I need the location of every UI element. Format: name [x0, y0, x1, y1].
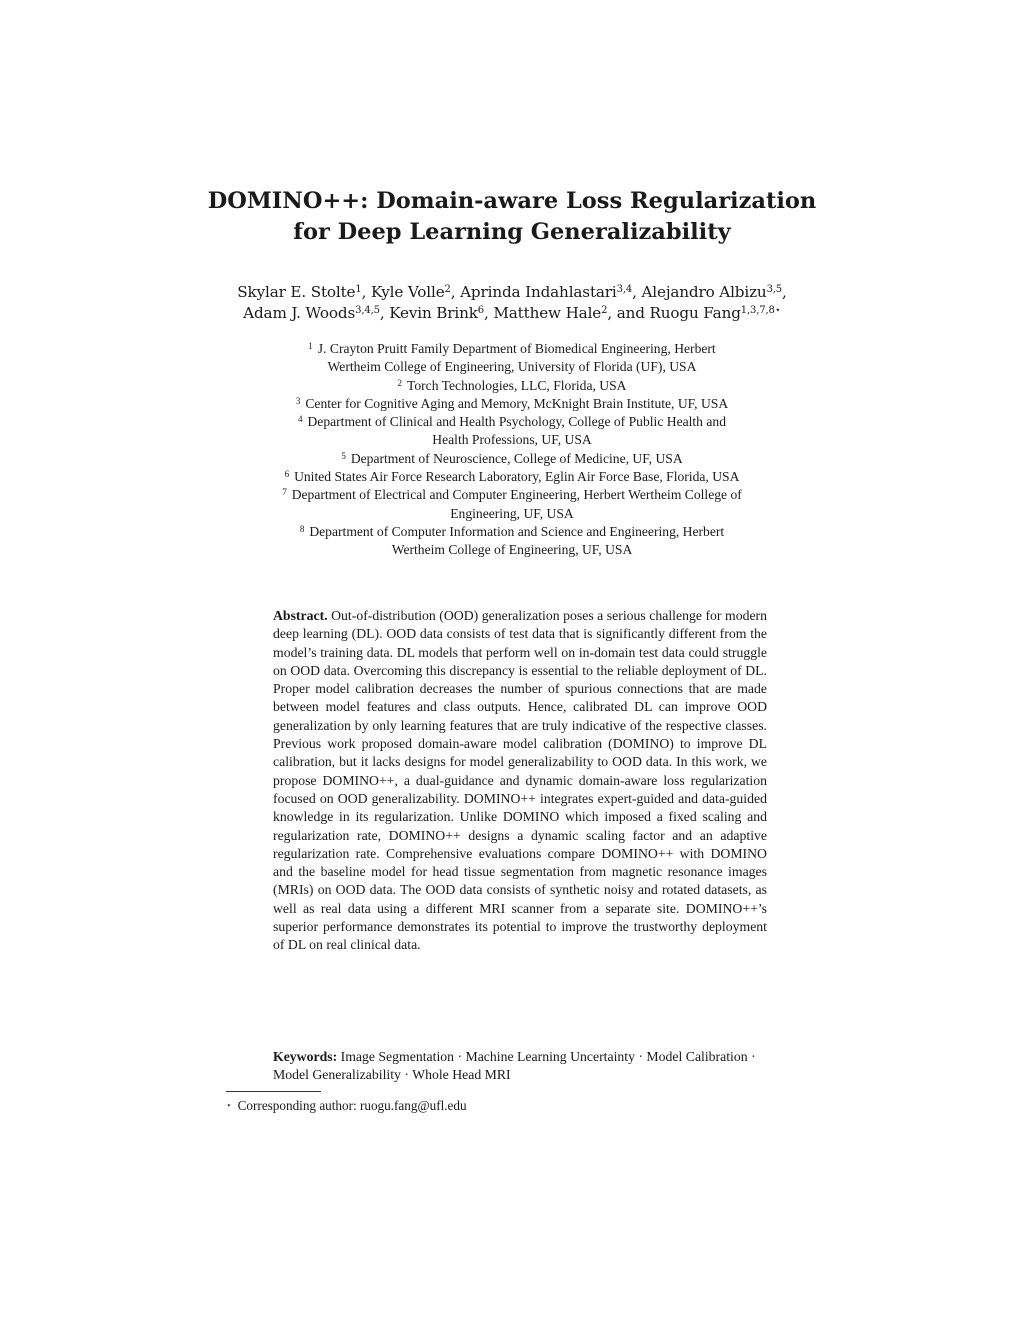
affiliation-line	[200, 523, 824, 541]
author-name: Kyle Volle	[370, 283, 445, 301]
author-name: Skylar E. Stolte	[237, 283, 356, 301]
affiliation-line	[200, 541, 824, 559]
affiliation-number: 2	[397, 377, 402, 388]
author-separator: ,	[632, 283, 642, 301]
affiliation-text: Department of Clinical and Health Psychology, College of Public Health and	[307, 414, 727, 430]
author-separator: ,	[782, 283, 787, 301]
affiliation-8	[200, 523, 824, 560]
affiliation-6	[200, 468, 824, 486]
affiliation-text: Center for Cognitive Aging and Memory, McKnight Brain Institute, UF, USA	[305, 395, 729, 411]
affiliation-number: 6	[284, 469, 290, 480]
footnote-rule	[226, 1091, 321, 1092]
author-affiliation-sup: 3,4	[616, 284, 633, 295]
affiliation-line	[200, 505, 824, 523]
author-separator: , and	[607, 304, 650, 322]
keywords-label: Keywords:	[273, 1049, 338, 1064]
author-separator: ,	[450, 283, 461, 301]
affiliation-text: United States Air Force Research Laboratory, Eglin Air Force Base, Florida, USA	[294, 469, 740, 485]
author-affiliation-sup: 1,3,7,8⋆	[740, 305, 781, 316]
author-name: Adam J. Woods	[243, 304, 356, 322]
abstract-label: Abstract.	[273, 608, 328, 623]
affiliation-line	[200, 468, 824, 486]
footnote-text: Corresponding author: ruogu.fang@ufl.edu	[237, 1098, 467, 1113]
author-line	[210, 282, 814, 303]
affiliation-text: Wertheim College of Engineering, UF, USA	[391, 542, 633, 558]
author-affiliation-sup: 2	[444, 284, 451, 295]
affiliation-number: 7	[282, 487, 287, 498]
author-line	[210, 303, 814, 324]
affiliation-text: Engineering, UF, USA	[450, 505, 574, 521]
author-name: Alejandro Albizu	[641, 283, 767, 301]
affiliation-7	[200, 486, 824, 523]
author-affiliation-sup: 6	[477, 305, 485, 316]
affiliation-line	[200, 450, 824, 468]
affiliation-number: 5	[341, 450, 346, 461]
affiliation-text: Torch Technologies, LLC, Florida, USA	[407, 377, 627, 393]
author-name: Kevin Brink	[389, 304, 478, 322]
author-separator: ,	[379, 304, 390, 322]
affiliation-text: Department of Electrical and Computer Engineering, Herbert Wertheim College of	[291, 487, 742, 503]
affiliation-text: Department of Neuroscience, College of Medicine, UF, USA	[350, 450, 683, 466]
affiliation-number: 1	[308, 341, 313, 351]
affiliation-text: Health Professions, UF, USA	[432, 432, 592, 448]
author-separator: ,	[484, 304, 494, 322]
affiliation-number: 8	[299, 523, 305, 534]
footnote	[226, 1096, 786, 1115]
affiliation-text: J. Crayton Pruitt Family Department of Biomedical Engineering, Herbert	[317, 341, 716, 356]
author-list	[210, 282, 814, 324]
affiliation-line	[200, 486, 824, 504]
affiliation-3	[200, 395, 824, 413]
paper-title	[200, 186, 824, 248]
author-name: Aprinda Indahlastari	[460, 283, 617, 301]
author-affiliation-sup: 2	[601, 305, 608, 316]
affiliation-number: 3	[295, 395, 301, 406]
affiliation-line	[200, 395, 824, 413]
author-affiliation-sup: 3,5	[766, 284, 783, 295]
affiliation-line	[200, 340, 824, 358]
affiliation-line	[200, 358, 824, 376]
affiliation-2	[200, 377, 824, 395]
affiliation-text: Department of Computer Information and Science and Engineering, Herbert	[309, 523, 725, 539]
affiliation-line	[200, 431, 824, 449]
affiliation-line	[200, 413, 824, 431]
footnote-mark: ⋆	[226, 1100, 232, 1110]
author-name: Matthew Hale	[493, 304, 602, 322]
keywords-text: Image Segmentation · Machine Learning Uncertainty · Model Calibration · Model Generalizability · Whole Head MRI	[273, 1049, 756, 1083]
affiliation-text: Wertheim College of Engineering, University of Florida (UF), USA	[327, 359, 697, 375]
affiliation-list	[200, 340, 824, 560]
affiliation-5	[200, 450, 824, 468]
abstract-text: Out-of-distribution (OOD) generalization poses a serious challenge for modern deep learning (DL). OOD data consists of test data that is significantly different from the model’s training data. DL models that perform well on in-domain test data could struggle on OOD data. Overcoming this discrepancy is essential to the reliable deployment of DL. Proper model calibration decreases the number of spurious connections that are made between model features and class outputs. Hence, calibrated DL can improve OOD generalization by only learning features that are truly indicative of the respective classes. Previous work proposed domain-aware model calibration (DOMINO) to improve DL calibration, but it lacks designs for model generalizability to OOD data. In this work, we propose DOMINO++, a dual-guidance and dynamic domain-aware loss regularization focused on OOD generalizability. DOMINO++ integrates expert-guided and data-guided knowledge in its regularization. Unlike DOMINO which imposed a fixed scaling and regularization rate, DOMINO++ designs a dynamic scaling factor and an adaptive regularization rate. Comprehensive evaluations compare DOMINO++ with DOMINO and the baseline model for head tissue segmentation from magnetic resonance images (MRIs) on OOD data. The OOD data consists of synthetic noisy and rotated datasets, as well as real data using a different MRI scanner from a separate site. DOMINO++’s superior performance demonstrates its potential to improve the trustworthy deployment of DL on real clinical data.	[273, 608, 767, 953]
author-affiliation-sup: 3,4,5	[355, 305, 380, 316]
author-separator: ,	[361, 283, 371, 301]
affiliation-line	[200, 377, 824, 395]
title-line-2: for Deep Learning Generalizability	[293, 219, 731, 245]
abstract	[273, 607, 767, 955]
affiliation-1	[200, 340, 824, 377]
author-affiliation-sup: 1	[355, 284, 362, 295]
affiliation-4	[200, 413, 824, 450]
title-line-1: DOMINO++: Domain-aware Loss Regularization	[207, 188, 817, 214]
affiliation-number: 4	[297, 414, 303, 425]
author-name: Ruogu Fang	[649, 304, 741, 322]
keywords	[273, 1048, 767, 1085]
